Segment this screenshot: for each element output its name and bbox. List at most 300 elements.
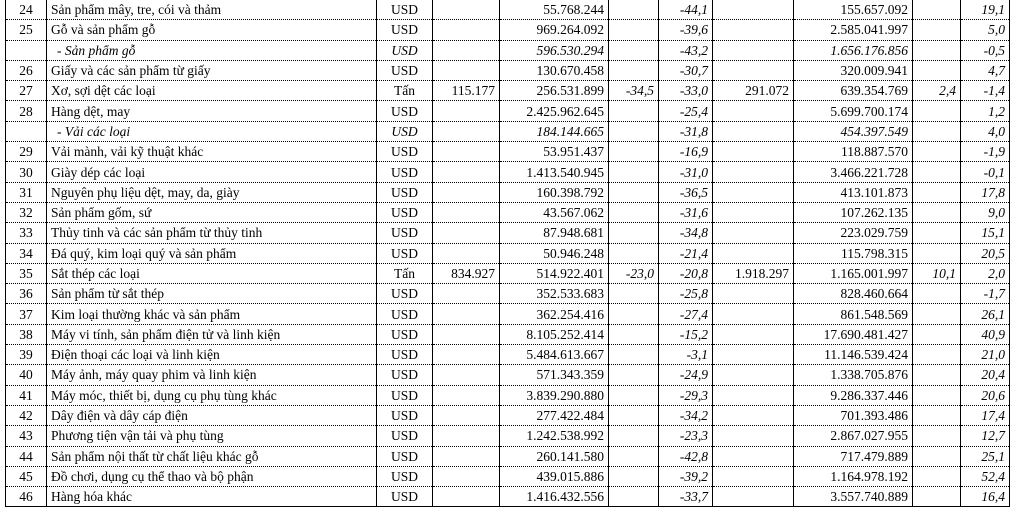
unit: USD [377, 243, 433, 263]
value-month: 5.484.613.667 [500, 345, 609, 365]
quantity-change-cumulative [913, 405, 961, 425]
quantity-change-cumulative [913, 20, 961, 40]
value-month: 8.105.252.414 [500, 324, 609, 344]
quantity-cumulative: 291.072 [713, 81, 794, 101]
quantity-change-month [609, 121, 659, 141]
table-row [6, 385, 1010, 405]
quantity-month: 834.927 [433, 263, 500, 283]
value-change-cumulative: -1,7 [961, 284, 1010, 304]
value-month: 160.398.792 [500, 182, 609, 202]
unit: USD [377, 121, 433, 141]
quantity-month: 115.177 [433, 81, 500, 101]
value-cumulative: 3.466.221.728 [794, 162, 913, 182]
value-change-month: -25,8 [659, 284, 713, 304]
quantity-change-cumulative: 10,1 [913, 263, 961, 283]
unit: USD [377, 365, 433, 385]
quantity-change-cumulative [913, 304, 961, 324]
value-change-cumulative: 20,6 [961, 385, 1010, 405]
quantity-month [433, 324, 500, 344]
value-cumulative: 1.338.705.876 [794, 365, 913, 385]
unit: USD [377, 223, 433, 243]
value-change-cumulative: -1,4 [961, 81, 1010, 101]
unit: USD [377, 202, 433, 222]
value-change-month: -31,6 [659, 202, 713, 222]
value-cumulative: 107.262.135 [794, 202, 913, 222]
value-change-month: -16,9 [659, 142, 713, 162]
quantity-change-cumulative [913, 40, 961, 60]
row-number: 31 [6, 182, 47, 202]
quantity-change-cumulative [913, 284, 961, 304]
quantity-change-month [609, 223, 659, 243]
value-month: 596.530.294 [500, 40, 609, 60]
row-number: 46 [6, 487, 47, 507]
item-name: Sản phẩm gốm, sứ [47, 202, 377, 222]
quantity-change-cumulative: 2,4 [913, 81, 961, 101]
unit: USD [377, 101, 433, 121]
value-cumulative: 717.479.889 [794, 446, 913, 466]
value-cumulative: 320.009.941 [794, 60, 913, 80]
value-change-cumulative: 5,0 [961, 20, 1010, 40]
quantity-change-cumulative [913, 0, 961, 20]
quantity-month [433, 466, 500, 486]
quantity-cumulative [713, 40, 794, 60]
quantity-month [433, 142, 500, 162]
item-name: Sắt thép các loại [47, 263, 377, 283]
unit: USD [377, 304, 433, 324]
item-name: - Vải các loại [47, 121, 377, 141]
quantity-change-month [609, 446, 659, 466]
value-change-cumulative: 9,0 [961, 202, 1010, 222]
row-number: 40 [6, 365, 47, 385]
value-change-month: -3,1 [659, 345, 713, 365]
row-number: 42 [6, 405, 47, 425]
value-cumulative: 639.354.769 [794, 81, 913, 101]
item-name: Thủy tinh và các sản phẩm từ thủy tinh [47, 223, 377, 243]
quantity-month [433, 162, 500, 182]
value-change-month: -15,2 [659, 324, 713, 344]
table-row [6, 121, 1010, 141]
value-change-month: -36,5 [659, 182, 713, 202]
value-change-month: -34,2 [659, 405, 713, 425]
value-cumulative: 1.165.001.997 [794, 263, 913, 283]
quantity-cumulative [713, 0, 794, 20]
value-month: 1.242.538.992 [500, 426, 609, 446]
value-month: 1.416.432.556 [500, 487, 609, 507]
quantity-cumulative [713, 446, 794, 466]
value-change-cumulative: 4,0 [961, 121, 1010, 141]
table-row [6, 345, 1010, 365]
value-change-cumulative: 20,4 [961, 365, 1010, 385]
quantity-change-month [609, 324, 659, 344]
row-number: 33 [6, 223, 47, 243]
quantity-month [433, 101, 500, 121]
item-name: Đồ chơi, dụng cụ thể thao và bộ phận [47, 466, 377, 486]
value-month: 969.264.092 [500, 20, 609, 40]
item-name: Kim loại thường khác và sản phẩm [47, 304, 377, 324]
quantity-cumulative [713, 426, 794, 446]
unit: USD [377, 60, 433, 80]
item-name: Giấy và các sản phẩm từ giấy [47, 60, 377, 80]
value-cumulative: 9.286.337.446 [794, 385, 913, 405]
quantity-change-cumulative [913, 487, 961, 507]
quantity-change-month [609, 182, 659, 202]
quantity-change-month [609, 385, 659, 405]
quantity-month [433, 284, 500, 304]
row-number: 26 [6, 60, 47, 80]
quantity-cumulative [713, 60, 794, 80]
value-change-month: -31,0 [659, 162, 713, 182]
quantity-cumulative [713, 243, 794, 263]
quantity-change-month [609, 304, 659, 324]
row-number: 25 [6, 20, 47, 40]
value-change-cumulative: 4,7 [961, 60, 1010, 80]
quantity-month [433, 182, 500, 202]
table-row [6, 304, 1010, 324]
table-row [6, 81, 1010, 101]
value-change-cumulative: 17,8 [961, 182, 1010, 202]
value-month: 256.531.899 [500, 81, 609, 101]
quantity-change-cumulative [913, 446, 961, 466]
table-row [6, 182, 1010, 202]
value-month: 55.768.244 [500, 0, 609, 20]
value-cumulative: 115.798.315 [794, 243, 913, 263]
quantity-month [433, 446, 500, 466]
value-change-cumulative: 21,0 [961, 345, 1010, 365]
quantity-change-cumulative [913, 142, 961, 162]
quantity-cumulative [713, 121, 794, 141]
quantity-month [433, 20, 500, 40]
row-number: 36 [6, 284, 47, 304]
row-number: 44 [6, 446, 47, 466]
value-month: 571.343.359 [500, 365, 609, 385]
unit: USD [377, 324, 433, 344]
quantity-cumulative [713, 142, 794, 162]
row-number: 30 [6, 162, 47, 182]
table-row [6, 20, 1010, 40]
item-name: Hàng dệt, may [47, 101, 377, 121]
table-row [6, 243, 1010, 263]
value-cumulative: 223.029.759 [794, 223, 913, 243]
unit: USD [377, 40, 433, 60]
row-number: 24 [6, 0, 47, 20]
table-row [6, 263, 1010, 283]
item-name: Dây điện và dây cáp điện [47, 405, 377, 425]
quantity-month [433, 385, 500, 405]
table-row [6, 142, 1010, 162]
quantity-change-month [609, 0, 659, 20]
value-cumulative: 17.690.481.427 [794, 324, 913, 344]
quantity-cumulative [713, 284, 794, 304]
quantity-change-month [609, 284, 659, 304]
table-row [6, 101, 1010, 121]
quantity-change-month [609, 162, 659, 182]
quantity-change-cumulative [913, 345, 961, 365]
table-row [6, 405, 1010, 425]
row-number: 34 [6, 243, 47, 263]
table-row [6, 60, 1010, 80]
item-name: Máy móc, thiết bị, dụng cụ phụ tùng khác [47, 385, 377, 405]
row-number: 32 [6, 202, 47, 222]
unit: USD [377, 426, 433, 446]
unit: USD [377, 405, 433, 425]
item-name: Sản phẩm nội thất từ chất liệu khác gỗ [47, 446, 377, 466]
item-name: - Sản phẩm gỗ [47, 40, 377, 60]
quantity-month [433, 60, 500, 80]
row-number: 29 [6, 142, 47, 162]
value-cumulative: 1.164.978.192 [794, 466, 913, 486]
table-row [6, 426, 1010, 446]
table-row [6, 0, 1010, 20]
row-number: 37 [6, 304, 47, 324]
value-change-month: -43,2 [659, 40, 713, 60]
unit: USD [377, 487, 433, 507]
quantity-change-month [609, 243, 659, 263]
unit: USD [377, 142, 433, 162]
item-name: Hàng hóa khác [47, 487, 377, 507]
quantity-cumulative [713, 466, 794, 486]
value-change-month: -23,3 [659, 426, 713, 446]
item-name: Máy vi tính, sản phẩm điện tử và linh kiện [47, 324, 377, 344]
quantity-change-month [609, 202, 659, 222]
row-number [6, 40, 47, 60]
quantity-month [433, 365, 500, 385]
value-cumulative: 155.657.092 [794, 0, 913, 20]
table-row [6, 40, 1010, 60]
value-month: 277.422.484 [500, 405, 609, 425]
value-month: 184.144.665 [500, 121, 609, 141]
quantity-change-month [609, 40, 659, 60]
value-change-cumulative: 2,0 [961, 263, 1010, 283]
quantity-month [433, 0, 500, 20]
quantity-cumulative [713, 20, 794, 40]
quantity-change-month [609, 20, 659, 40]
value-month: 439.015.886 [500, 466, 609, 486]
value-change-cumulative: -0,1 [961, 162, 1010, 182]
value-cumulative: 5.699.700.174 [794, 101, 913, 121]
value-change-month: -30,7 [659, 60, 713, 80]
value-cumulative: 2.867.027.955 [794, 426, 913, 446]
quantity-cumulative [713, 487, 794, 507]
value-month: 43.567.062 [500, 202, 609, 222]
value-cumulative: 701.393.486 [794, 405, 913, 425]
unit: Tấn [377, 263, 433, 283]
value-change-month: -24,9 [659, 365, 713, 385]
unit: USD [377, 466, 433, 486]
quantity-change-month [609, 365, 659, 385]
value-month: 130.670.458 [500, 60, 609, 80]
quantity-change-cumulative [913, 365, 961, 385]
value-change-cumulative: 12,7 [961, 426, 1010, 446]
quantity-change-month [609, 142, 659, 162]
value-cumulative: 2.585.041.997 [794, 20, 913, 40]
value-month: 260.141.580 [500, 446, 609, 466]
value-change-month: -25,4 [659, 101, 713, 121]
table-row [6, 162, 1010, 182]
quantity-month [433, 345, 500, 365]
quantity-change-cumulative [913, 60, 961, 80]
item-name: Giày dép các loại [47, 162, 377, 182]
item-name: Gỗ và sản phẩm gỗ [47, 20, 377, 40]
row-number: 28 [6, 101, 47, 121]
row-number [6, 121, 47, 141]
value-month: 50.946.248 [500, 243, 609, 263]
quantity-cumulative [713, 324, 794, 344]
value-cumulative: 1.656.176.856 [794, 40, 913, 60]
row-number: 43 [6, 426, 47, 446]
item-name: Phương tiện vận tải và phụ tùng [47, 426, 377, 446]
value-cumulative: 828.460.664 [794, 284, 913, 304]
quantity-change-month [609, 345, 659, 365]
unit: USD [377, 385, 433, 405]
value-change-month: -39,6 [659, 20, 713, 40]
quantity-change-cumulative [913, 426, 961, 446]
value-month: 352.533.683 [500, 284, 609, 304]
value-change-month: -42,8 [659, 446, 713, 466]
value-month: 2.425.962.645 [500, 101, 609, 121]
row-number: 39 [6, 345, 47, 365]
quantity-month [433, 487, 500, 507]
quantity-change-month [609, 405, 659, 425]
item-name: Đá quý, kim loại quý và sản phẩm [47, 243, 377, 263]
table-row [6, 365, 1010, 385]
value-cumulative: 118.887.570 [794, 142, 913, 162]
quantity-change-month [609, 426, 659, 446]
quantity-change-cumulative [913, 324, 961, 344]
table-body [6, 0, 1010, 507]
value-change-cumulative: 20,5 [961, 243, 1010, 263]
value-cumulative: 454.397.549 [794, 121, 913, 141]
value-month: 53.951.437 [500, 142, 609, 162]
quantity-change-cumulative [913, 182, 961, 202]
table-row [6, 487, 1010, 507]
table-row [6, 446, 1010, 466]
quantity-change-cumulative [913, 202, 961, 222]
quantity-cumulative [713, 101, 794, 121]
item-name: Sản phẩm mây, tre, cói và thảm [47, 0, 377, 20]
row-number: 38 [6, 324, 47, 344]
quantity-month [433, 40, 500, 60]
quantity-change-cumulative [913, 223, 961, 243]
value-change-cumulative: 16,4 [961, 487, 1010, 507]
value-change-cumulative: 19,1 [961, 0, 1010, 20]
quantity-change-month: -34,5 [609, 81, 659, 101]
quantity-change-cumulative [913, 243, 961, 263]
row-number: 45 [6, 466, 47, 486]
item-name: Điện thoại các loại và linh kiện [47, 345, 377, 365]
value-change-month: -44,1 [659, 0, 713, 20]
quantity-cumulative [713, 345, 794, 365]
value-change-month: -21,4 [659, 243, 713, 263]
quantity-change-month [609, 466, 659, 486]
quantity-change-cumulative [913, 101, 961, 121]
quantity-month [433, 405, 500, 425]
quantity-change-cumulative [913, 466, 961, 486]
quantity-change-month: -23,0 [609, 263, 659, 283]
quantity-month [433, 243, 500, 263]
quantity-cumulative [713, 162, 794, 182]
value-change-month: -39,2 [659, 466, 713, 486]
value-change-month: -31,8 [659, 121, 713, 141]
item-name: Nguyên phụ liệu dệt, may, da, giày [47, 182, 377, 202]
unit: USD [377, 182, 433, 202]
row-number: 41 [6, 385, 47, 405]
value-change-cumulative: 26,1 [961, 304, 1010, 324]
quantity-change-month [609, 101, 659, 121]
row-number: 35 [6, 263, 47, 283]
value-cumulative: 861.548.569 [794, 304, 913, 324]
quantity-change-month [609, 60, 659, 80]
table-row [6, 466, 1010, 486]
value-month: 3.839.290.880 [500, 385, 609, 405]
quantity-change-cumulative [913, 121, 961, 141]
table-row [6, 202, 1010, 222]
unit: USD [377, 0, 433, 20]
value-change-month: -29,3 [659, 385, 713, 405]
unit: USD [377, 20, 433, 40]
value-change-cumulative: 52,4 [961, 466, 1010, 486]
quantity-change-cumulative [913, 162, 961, 182]
quantity-cumulative: 1.918.297 [713, 263, 794, 283]
quantity-month [433, 304, 500, 324]
quantity-month [433, 121, 500, 141]
quantity-cumulative [713, 405, 794, 425]
value-change-month: -20,8 [659, 263, 713, 283]
unit: USD [377, 345, 433, 365]
value-change-cumulative: 1,2 [961, 101, 1010, 121]
value-cumulative: 11.146.539.424 [794, 345, 913, 365]
value-change-cumulative: 40,9 [961, 324, 1010, 344]
value-change-month: -34,8 [659, 223, 713, 243]
quantity-cumulative [713, 202, 794, 222]
unit: USD [377, 284, 433, 304]
value-month: 87.948.681 [500, 223, 609, 243]
unit: Tấn [377, 81, 433, 101]
value-change-cumulative: -0,5 [961, 40, 1010, 60]
item-name: Máy ảnh, máy quay phim và linh kiện [47, 365, 377, 385]
value-change-cumulative: 25,1 [961, 446, 1010, 466]
item-name: Xơ, sợi dệt các loại [47, 81, 377, 101]
value-change-month: -33,0 [659, 81, 713, 101]
value-change-cumulative: -1,9 [961, 142, 1010, 162]
value-month: 362.254.416 [500, 304, 609, 324]
quantity-month [433, 202, 500, 222]
value-month: 514.922.401 [500, 263, 609, 283]
quantity-cumulative [713, 385, 794, 405]
quantity-cumulative [713, 304, 794, 324]
quantity-cumulative [713, 223, 794, 243]
quantity-change-month [609, 487, 659, 507]
item-name: Vải mành, vải kỹ thuật khác [47, 142, 377, 162]
table-row [6, 284, 1010, 304]
quantity-cumulative [713, 182, 794, 202]
quantity-month [433, 426, 500, 446]
row-number: 27 [6, 81, 47, 101]
item-name: Sản phẩm từ sắt thép [47, 284, 377, 304]
value-cumulative: 413.101.873 [794, 182, 913, 202]
export-table [5, 0, 1010, 507]
quantity-cumulative [713, 365, 794, 385]
quantity-change-cumulative [913, 385, 961, 405]
value-change-month: -33,7 [659, 487, 713, 507]
unit: USD [377, 162, 433, 182]
value-change-cumulative: 15,1 [961, 223, 1010, 243]
value-month: 1.413.540.945 [500, 162, 609, 182]
quantity-month [433, 223, 500, 243]
value-change-cumulative: 17,4 [961, 405, 1010, 425]
value-change-month: -27,4 [659, 304, 713, 324]
unit: USD [377, 446, 433, 466]
table-row [6, 223, 1010, 243]
